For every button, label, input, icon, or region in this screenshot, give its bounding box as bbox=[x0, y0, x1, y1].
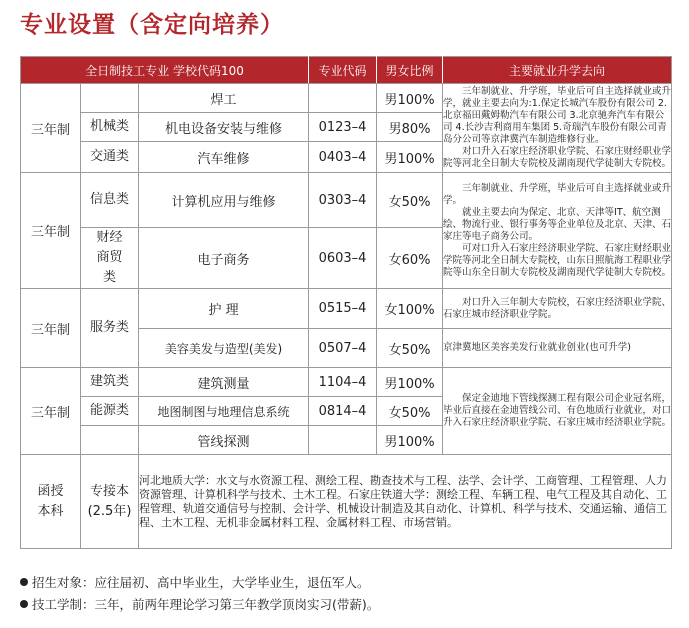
table-row bbox=[21, 368, 672, 397]
ratio-cell: 男100% bbox=[377, 84, 443, 113]
system-label: 三年制 bbox=[21, 84, 81, 173]
table-header-row bbox=[21, 57, 672, 84]
page-title: 专业设置（含定向培养） bbox=[20, 12, 284, 38]
major-cell: 计算机应用与维修 bbox=[139, 173, 309, 228]
system-label: 三年制 bbox=[21, 368, 81, 455]
major-cell: 护 理 bbox=[139, 289, 309, 329]
code-cell: 1104–4 bbox=[309, 368, 377, 397]
notes bbox=[20, 573, 379, 617]
code-cell: 0603–4 bbox=[309, 228, 377, 289]
system-label: 三年制 bbox=[21, 173, 81, 289]
header-destination: 主要就业升学去向 bbox=[443, 57, 672, 84]
category-cell: 能源类 bbox=[81, 397, 139, 426]
ratio-cell: 女50% bbox=[377, 329, 443, 368]
system-label: 三年制 bbox=[21, 289, 81, 368]
table-row bbox=[21, 455, 672, 549]
ratio-cell: 男100% bbox=[377, 142, 443, 173]
category-cell: 机械类 bbox=[81, 113, 139, 142]
major-cell: 焊工 bbox=[139, 84, 309, 113]
ratio-cell: 女50% bbox=[377, 173, 443, 228]
table-row bbox=[21, 289, 672, 329]
bullet-icon bbox=[20, 600, 28, 608]
code-cell: 0515–4 bbox=[309, 289, 377, 329]
destination-cell: 三年制就业、升学班，毕业后可自主选择就业或升学。 就业主要去向为保定、北京、天津等IT、航空测绘、物流行业、银行事务等企业单位及北京、天津、石家庄等电子商务公司。 可对口升入石家庄经济职业学院、石家庄财经职业学院等河北全日制大专院校，山东日照航海工程职业学院等山东全日制大专院校及湖南现代学徒制大专院校。 bbox=[443, 173, 672, 289]
ratio-cell: 女50% bbox=[377, 397, 443, 426]
category-cell: 专接本(2.5年) bbox=[81, 455, 139, 549]
category-cell bbox=[81, 84, 139, 113]
category-cell bbox=[81, 426, 139, 455]
category-cell: 信息类 bbox=[81, 173, 139, 228]
major-cell: 汽车维修 bbox=[139, 142, 309, 173]
destination-cell: 保定金迪地下管线探测工程有限公司企业冠名班，毕业后直接在金迪管线公司、有色地质行业就业，对口升入石家庄经济职业学院、石家庄城市经济职业学院。 bbox=[443, 368, 672, 455]
code-cell: 0303–4 bbox=[309, 173, 377, 228]
category-cell: 服务类 bbox=[81, 289, 139, 368]
major-cell: 美容美发与造型(美发) bbox=[139, 329, 309, 368]
code-cell: 0814–4 bbox=[309, 397, 377, 426]
header-ratio: 男女比例 bbox=[377, 57, 443, 84]
code-cell bbox=[309, 84, 377, 113]
destination-cell: 对口升入三年制大专院校，石家庄经济职业学院、石家庄城市经济职业学院。 bbox=[443, 289, 672, 329]
bullet-icon bbox=[20, 578, 28, 586]
header-code: 专业代码 bbox=[309, 57, 377, 84]
category-cell: 建筑类 bbox=[81, 368, 139, 397]
note-enrollment: 招生对象：应往届初、高中毕业生，大学毕业生，退伍军人。 bbox=[20, 573, 379, 591]
major-cell: 管线探测 bbox=[139, 426, 309, 455]
major-cell: 电子商务 bbox=[139, 228, 309, 289]
category-cell: 交通类 bbox=[81, 142, 139, 173]
header-program: 全日制技工专业 学校代码100 bbox=[21, 57, 309, 84]
destination-cell: 三年制就业、升学班，毕业后可自主选择就业或升学，就业主要去向为:1.保定长城汽车股份有限公司 2.北京福田戴姆勒汽车有限公司 3.北京驰奔汽车有限公司 4.长沙吉利商用车集团 5.奇瑞汽车股份有限公司青岛分公司等京津冀汽车制造维修行业。 对口升入石家庄经济职业学院、石家庄财经职业学院等河北全日制大专院校及湖南现代学徒制大专院校。 bbox=[443, 84, 672, 173]
ratio-cell: 男100% bbox=[377, 426, 443, 455]
table-row bbox=[21, 84, 672, 113]
ratio-cell: 女60% bbox=[377, 228, 443, 289]
destination-cell: 京津冀地区美容美发行业就业创业(也可升学) bbox=[443, 329, 672, 368]
code-cell: 0403–4 bbox=[309, 142, 377, 173]
note-schooling: 技工学制：三年，前两年理论学习第三年教学顶岗实习(带薪)。 bbox=[20, 595, 379, 613]
ratio-cell: 女100% bbox=[377, 289, 443, 329]
program-table bbox=[20, 56, 672, 549]
code-cell bbox=[309, 426, 377, 455]
major-cell: 地图制图与地理信息系统 bbox=[139, 397, 309, 426]
category-cell: 财经商贸类 bbox=[81, 228, 139, 289]
ratio-cell: 男80% bbox=[377, 113, 443, 142]
major-cell: 机电设备安装与维修 bbox=[139, 113, 309, 142]
code-cell: 0123–4 bbox=[309, 113, 377, 142]
ratio-cell: 男100% bbox=[377, 368, 443, 397]
university-program-description: 河北地质大学：水文与水资源工程、测绘工程、勘查技术与工程、法学、会计学、工商管理、工程管理、人力资源管理、计算机科学与技术、土木工程。石家庄铁道大学：测绘工程、车辆工程、电气工程及其自动化、工程管理、轨道交通信号与控制、会计学、机械设计制造及其自动化、计算机、科学与技术、交通运输、通信工程、土木工程、无机非金属材料工程、金属材料工程、市场营销。 bbox=[139, 455, 672, 549]
code-cell: 0507–4 bbox=[309, 329, 377, 368]
system-label: 函授本科 bbox=[21, 455, 81, 549]
table-row bbox=[21, 173, 672, 228]
major-cell: 建筑测量 bbox=[139, 368, 309, 397]
